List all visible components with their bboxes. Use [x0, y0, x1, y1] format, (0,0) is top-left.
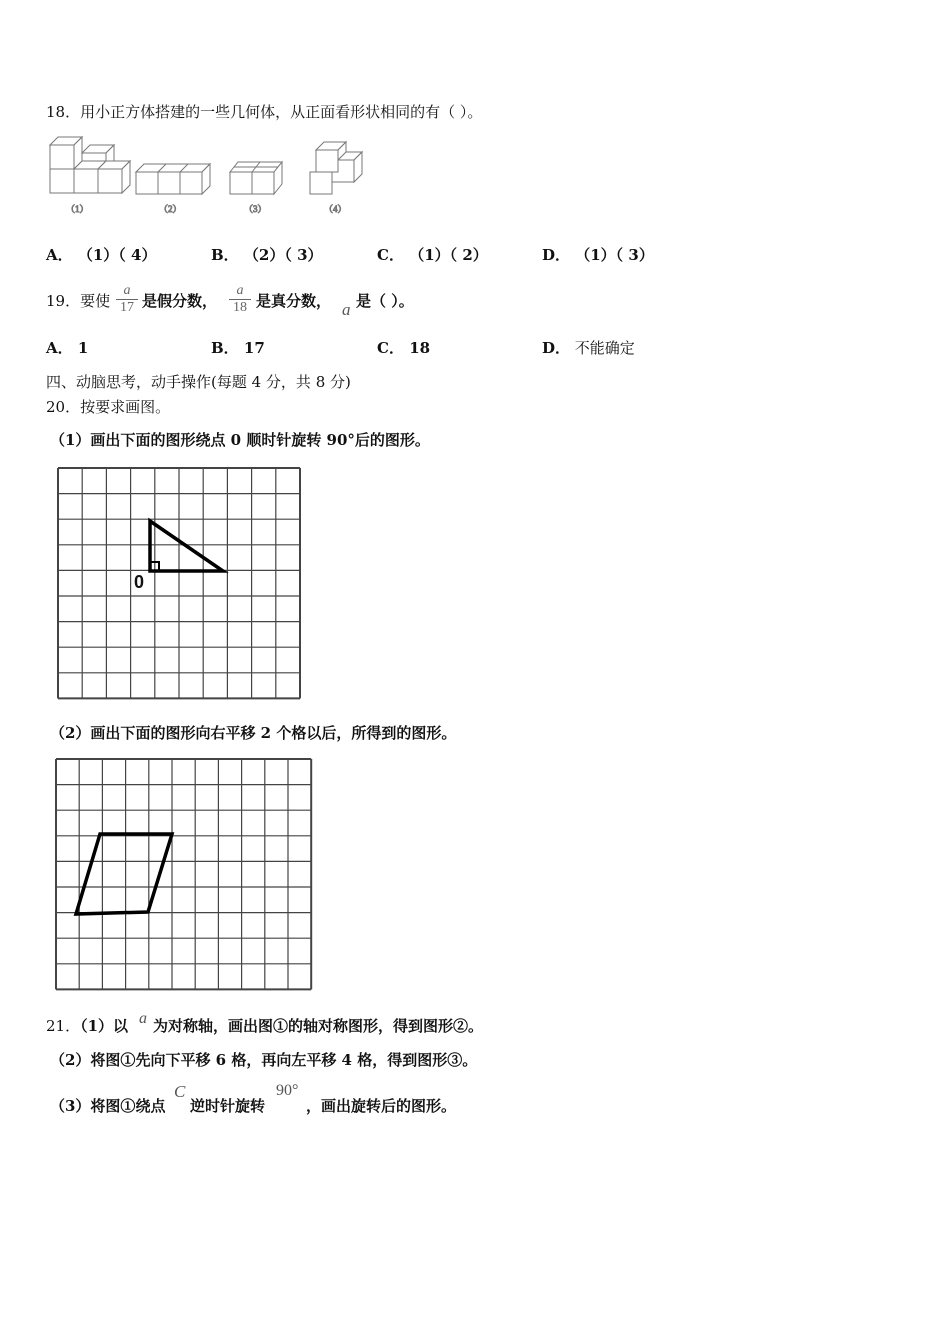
q21-center-variable: C: [174, 1082, 186, 1101]
q20-grid-2: [52, 757, 314, 993]
q19-option-a: A． 1: [46, 339, 89, 357]
q19-variable: a: [342, 300, 351, 319]
triangle-figure: [150, 521, 223, 571]
section-4-title: 四、动脑思考，动手操作(每题 4 分，共 8 分): [46, 373, 351, 391]
q19-mid-1: 是假分数，: [142, 292, 218, 310]
q20-part-1: （1）画出下面的图形绕点 0 顺时针旋转 90°后的图形。: [50, 431, 430, 449]
q21-part-1-text: 为对称轴，画出图①的轴对称图形，得到图形②。: [153, 1017, 484, 1035]
q19-option-d: D． 不能确定: [542, 339, 635, 357]
parallelogram-figure: [76, 834, 172, 914]
q20-grid-1: [54, 464, 304, 702]
cube-figure-3: [230, 162, 282, 214]
cube-figure-2: [136, 164, 210, 214]
q18-option-d: D． （1）（ 3）: [542, 246, 654, 264]
q21-part-3-mid: 逆时针旋转: [190, 1097, 266, 1115]
q19-fraction-1: a 17: [116, 284, 138, 315]
q21-part-3-post: ，画出旋转后的图形。: [306, 1097, 457, 1115]
rotation-point-label: 0: [134, 572, 145, 592]
q18-option-a: A． （1）（ 4）: [46, 246, 157, 264]
cube-figure-4: [310, 142, 362, 214]
cube-figure-label-4: （4）: [324, 204, 347, 214]
q20-part-2: （2）画出下面的图形向右平移 2 个格以后，所得到的图形。: [50, 724, 457, 742]
q19-mid-2: 是真分数，: [256, 292, 332, 310]
cube-figure-label-3: （3）: [244, 204, 267, 214]
q21-part-2: （2）将图①先向下平移 6 格，再向左平移 4 格，得到图形③。: [50, 1051, 478, 1069]
q21-axis-variable: a: [139, 1010, 147, 1027]
cube-figure-label-2: （2）: [159, 204, 182, 214]
q21-angle: 90°: [276, 1082, 299, 1099]
q21-part-3-pre: （3）将图①绕点: [50, 1097, 166, 1115]
q19-prefix: 19．要使: [46, 292, 111, 310]
q19-option-b: B． 17: [211, 339, 265, 357]
q19-suffix: 是（ ）。: [356, 292, 414, 310]
cube-figure-label-1: （1）: [66, 204, 89, 214]
cube-figure-1: [50, 137, 130, 214]
q18-stem: 18．用小正方体搭建的一些几何体，从正面看形状相同的有（ ）。: [46, 103, 483, 121]
q19-fraction-2: a 18: [229, 284, 251, 315]
q19-option-c: C． 18: [377, 339, 431, 357]
q18-option-c: C． （1）（ 2）: [377, 246, 488, 264]
q20-stem: 20．按要求画图。: [46, 398, 171, 416]
q18-cube-figures: [44, 132, 374, 222]
q18-option-b: B． （2）（ 3）: [211, 246, 323, 264]
q21-part-1-line: 21．（1）以: [46, 1017, 129, 1035]
